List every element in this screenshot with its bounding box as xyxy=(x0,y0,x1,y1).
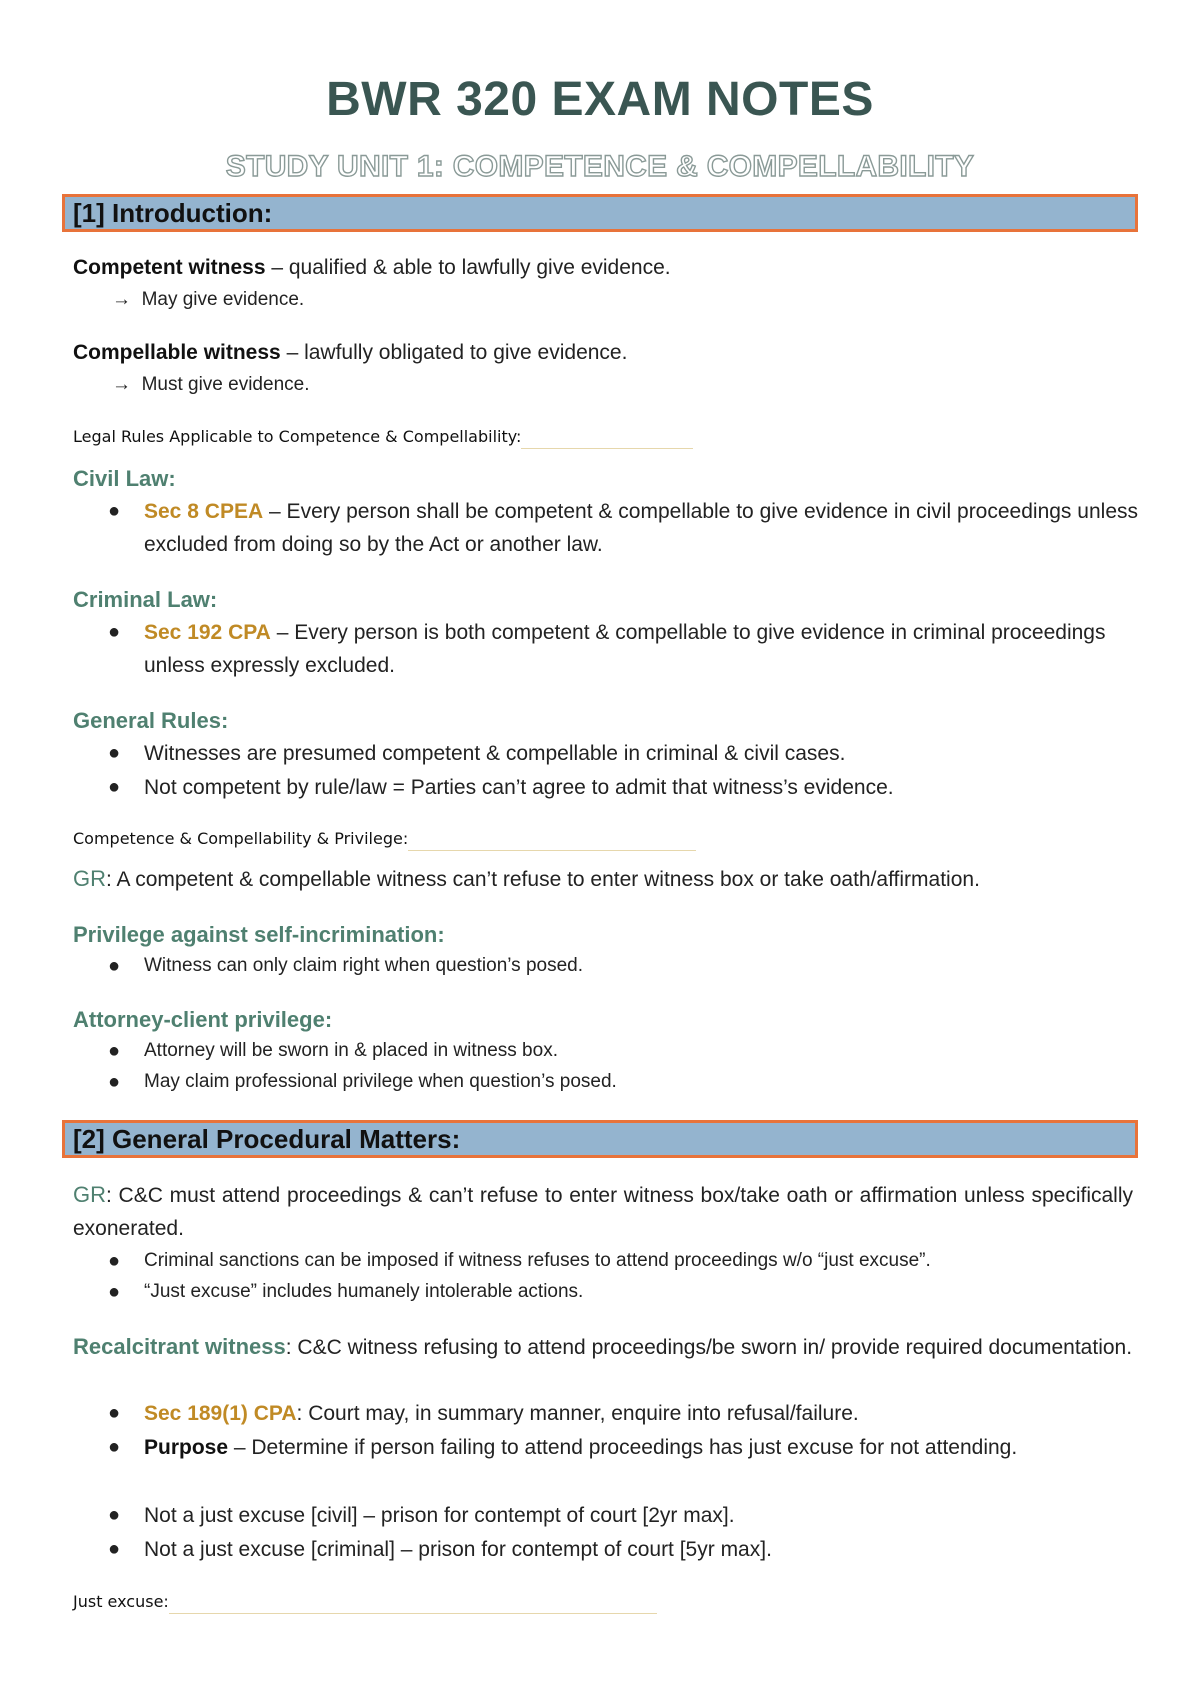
item-text: “Just excuse” includes humanely intolerable actions. xyxy=(144,1281,584,1302)
document-title: BWR 320 EXAM NOTES xyxy=(326,73,874,126)
item-text: Criminal sanctions can be imposed if witness refuses to attend proceedings w/o “just excuse”. xyxy=(144,1250,931,1271)
item-text: : Court may, in summary manner, enquire into refusal/failure. xyxy=(296,1402,859,1425)
item-text: – Determine if person failing to attend proceedings has just excuse for not attending. xyxy=(228,1436,1018,1459)
right-arrow-icon: → xyxy=(112,374,131,395)
rule-text: : C&C must attend proceedings & can’t refuse to enter witness box/take oath or affirmation unless specifically exonerated. xyxy=(73,1184,1133,1240)
legal-rules-label xyxy=(73,425,693,449)
competent-witness-definition xyxy=(73,251,1133,284)
bullet-icon: ● xyxy=(108,1071,121,1093)
bullet-icon: ● xyxy=(108,776,121,798)
item-text: Not a just excuse [criminal] – prison for contempt of court [5yr max]. xyxy=(144,1538,772,1561)
item-text: Attorney will be sworn in & placed in witness box. xyxy=(144,1040,558,1061)
item-text: Not a just excuse [civil] – prison for contempt of court [2yr max]. xyxy=(144,1504,735,1527)
item-text: – Every person shall be competent & compellable to give evidence in civil proceedings unless excluded from doing so by the Act or another law. xyxy=(144,500,1138,556)
rule-text: : A competent & compellable witness can’t refuse to enter witness box or take oath/affirmation. xyxy=(106,868,980,891)
criminal-law-item xyxy=(108,616,1138,682)
study-unit-subtitle: STUDY UNIT 1: COMPETENCE & COMPELLABILITY xyxy=(225,150,975,183)
compellable-note xyxy=(112,370,309,400)
bullet-icon: ● xyxy=(108,1504,121,1526)
general-rules-item xyxy=(108,771,1138,804)
self-incrimination-heading: Privilege against self-incrimination: xyxy=(73,922,445,947)
bullet-icon: ● xyxy=(108,500,121,522)
general-rule-attendance xyxy=(73,1178,1133,1245)
general-rules-item xyxy=(108,737,1138,770)
label-text: Competence & Compellability & Privilege: xyxy=(73,829,409,848)
recalcitrant-item xyxy=(108,1397,1138,1430)
general-rule-privilege xyxy=(73,862,1133,896)
section-heading-procedural-matters: [2] General Procedural Matters: xyxy=(62,1120,1138,1158)
term: Purpose xyxy=(144,1436,229,1459)
bullet-icon: ● xyxy=(108,1250,121,1272)
definition: : C&C witness refusing to attend proceedings/be sworn in/ provide required documentation. xyxy=(285,1336,1133,1359)
statute-ref: Sec 192 CPA xyxy=(144,621,271,644)
recalcitrant-item xyxy=(108,1499,1138,1532)
attendance-item xyxy=(108,1246,1138,1276)
term: Compellable witness xyxy=(73,341,281,364)
definition: – qualified & able to lawfully give evidence. xyxy=(265,256,671,279)
general-rules-heading: General Rules: xyxy=(73,708,229,733)
bullet-icon: ● xyxy=(108,1402,121,1424)
recalcitrant-item xyxy=(108,1533,1138,1566)
recalcitrant-item xyxy=(108,1431,1138,1464)
bullet-icon: ● xyxy=(108,621,121,643)
attorney-client-item xyxy=(108,1036,1138,1066)
just-excuse-label xyxy=(73,1590,657,1614)
bullet-icon: ● xyxy=(108,1436,121,1458)
gr-label: GR xyxy=(73,1182,106,1207)
civil-law-heading: Civil Law: xyxy=(73,466,176,491)
bullet-icon: ● xyxy=(108,1040,121,1062)
label-text: Just excuse: xyxy=(73,1592,169,1611)
criminal-law-heading: Criminal Law: xyxy=(73,587,218,612)
underline-blank xyxy=(169,1595,657,1614)
underline-blank xyxy=(521,430,693,449)
privilege-label xyxy=(73,827,696,851)
item-text: May claim professional privilege when question’s posed. xyxy=(144,1071,617,1092)
competent-note xyxy=(112,285,304,315)
term: Recalcitrant witness xyxy=(73,1334,286,1359)
label-text: Legal Rules Applicable to Competence & Compellability: xyxy=(73,427,522,446)
term: Competent witness xyxy=(73,256,266,279)
item-text: – Every person is both competent & compellable to give evidence in criminal proceedings unless expressly excluded. xyxy=(144,621,1106,677)
statute-ref: Sec 8 CPEA xyxy=(144,500,264,523)
bullet-icon: ● xyxy=(108,1538,121,1560)
recalcitrant-witness-definition xyxy=(73,1330,1133,1364)
underline-blank xyxy=(408,832,696,851)
attorney-client-item xyxy=(108,1067,1138,1097)
item-text: Witness can only claim right when question’s posed. xyxy=(144,955,583,976)
statute-ref: Sec 189(1) CPA xyxy=(144,1402,297,1425)
compellable-witness-definition xyxy=(73,336,1133,369)
self-incrimination-item xyxy=(108,951,1138,981)
section-heading-introduction: [1] Introduction: xyxy=(62,194,1138,232)
civil-law-item xyxy=(108,495,1138,561)
note-text: Must give evidence. xyxy=(141,374,310,395)
bullet-icon: ● xyxy=(108,955,121,977)
bullet-icon: ● xyxy=(108,1281,121,1303)
attendance-item xyxy=(108,1277,1138,1307)
right-arrow-icon: → xyxy=(112,289,131,310)
bullet-icon: ● xyxy=(108,742,121,764)
note-text: May give evidence. xyxy=(141,289,305,310)
item-text: Witnesses are presumed competent & compellable in criminal & civil cases. xyxy=(144,742,846,765)
definition: – lawfully obligated to give evidence. xyxy=(280,341,628,364)
attorney-client-heading: Attorney-client privilege: xyxy=(73,1007,333,1032)
item-text: Not competent by rule/law = Parties can’t agree to admit that witness’s evidence. xyxy=(144,776,894,799)
gr-label: GR xyxy=(73,866,106,891)
